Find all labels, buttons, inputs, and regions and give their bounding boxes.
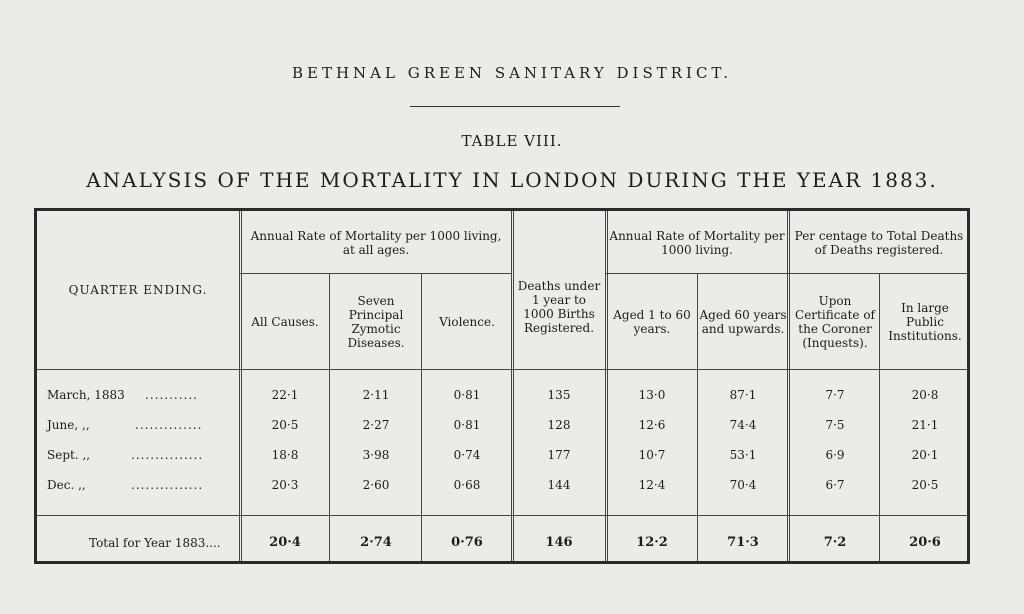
header-aged-1-60: Aged 1 to 60 years. [613,308,691,336]
cell-value: 128 [547,418,571,432]
mortality-table [34,208,970,564]
cell-value: 20·1 [911,448,939,462]
total-value: 20·4 [269,535,301,550]
column-divider [787,211,790,561]
header-zymotic: Seven Principal Zymotic Diseases. [347,294,405,350]
header-subrule [605,273,967,274]
cell-value: 18·8 [271,448,299,462]
cell-value: 12·6 [638,418,666,432]
total-value: 12·2 [636,535,668,550]
header-institutions: In large Public Institutions. [888,301,962,343]
cell-value: 6·9 [825,448,845,462]
heading-rule [410,106,620,107]
header-bottom-rule [37,369,967,370]
header-violence: Violence. [439,315,495,329]
column-divider [329,273,330,561]
column-divider [697,273,698,561]
row-label: Dec. ,, [47,478,86,492]
cell-value: 0·81 [453,388,481,402]
total-label: Total for Year 1883.... [89,536,221,550]
column-divider [421,273,422,561]
row-leader-dots: ........... [145,388,198,402]
header-all-causes: All Causes. [251,315,319,329]
row-label: March, 1883 [47,388,125,402]
row-leader-dots: ............... [131,478,204,492]
cell-value: 20·8 [911,388,939,402]
cell-value: 20·5 [271,418,299,432]
header-coroner: Upon Certificate of the Coroner (Inquests). [795,294,875,350]
header-group-percentage: Per centage to Total Deaths of Deaths registered. [794,229,964,257]
header-group-per-1000: Annual Rate of Mortality per 1000 living. [609,229,785,257]
cell-value: 6·7 [825,478,845,492]
table-number: TABLE VIII. [461,132,563,150]
row-label: June, ,, [47,418,90,432]
total-value: 7·2 [823,535,847,550]
column-divider [239,211,242,561]
header-subrule [239,273,511,274]
cell-value: 135 [547,388,571,402]
cell-value: 0·68 [453,478,481,492]
row-leader-dots: .............. [135,418,203,432]
cell-value: 3·98 [362,448,390,462]
header-aged-60-up: Aged 60 years and upwards. [699,308,787,336]
cell-value: 13·0 [638,388,666,402]
cell-value: 144 [547,478,571,492]
column-divider [879,273,880,561]
cell-value: 2·11 [362,388,390,402]
cell-value: 74·4 [729,418,757,432]
cell-value: 7·5 [825,418,845,432]
cell-value: 87·1 [729,388,757,402]
header-quarter: QUARTER ENDING. [68,283,208,297]
cell-value: 10·7 [638,448,666,462]
header-deaths-under-1: Deaths under 1 year to 1000 Births Registered. [517,279,601,335]
cell-value: 177 [547,448,571,462]
cell-value: 7·7 [825,388,845,402]
row-leader-dots: ............... [131,448,204,462]
cell-value: 12·4 [638,478,666,492]
cell-value: 22·1 [271,388,299,402]
cell-value: 0·74 [453,448,481,462]
cell-value: 2·60 [362,478,390,492]
header-group-all-ages: Annual Rate of Mortality per 1000 living, at all ages. [250,229,502,257]
cell-value: 21·1 [911,418,939,432]
cell-value: 0·81 [453,418,481,432]
total-value: 146 [545,535,573,550]
total-value: 2·74 [360,535,392,550]
total-rule [37,515,967,516]
column-divider [511,211,514,561]
table-title: ANALYSIS OF THE MORTALITY IN LONDON DURING THE YEAR 1883. [86,168,938,192]
district-heading: BETHNAL GREEN SANITARY DISTRICT. [292,64,732,82]
total-value: 0·76 [451,535,483,550]
row-label: Sept. ,, [47,448,91,462]
cell-value: 20·3 [271,478,299,492]
total-value: 20·6 [909,535,941,550]
total-value: 71·3 [727,535,759,550]
column-divider [605,211,608,561]
cell-value: 2·27 [362,418,390,432]
cell-value: 53·1 [729,448,757,462]
cell-value: 20·5 [911,478,939,492]
cell-value: 70·4 [729,478,757,492]
